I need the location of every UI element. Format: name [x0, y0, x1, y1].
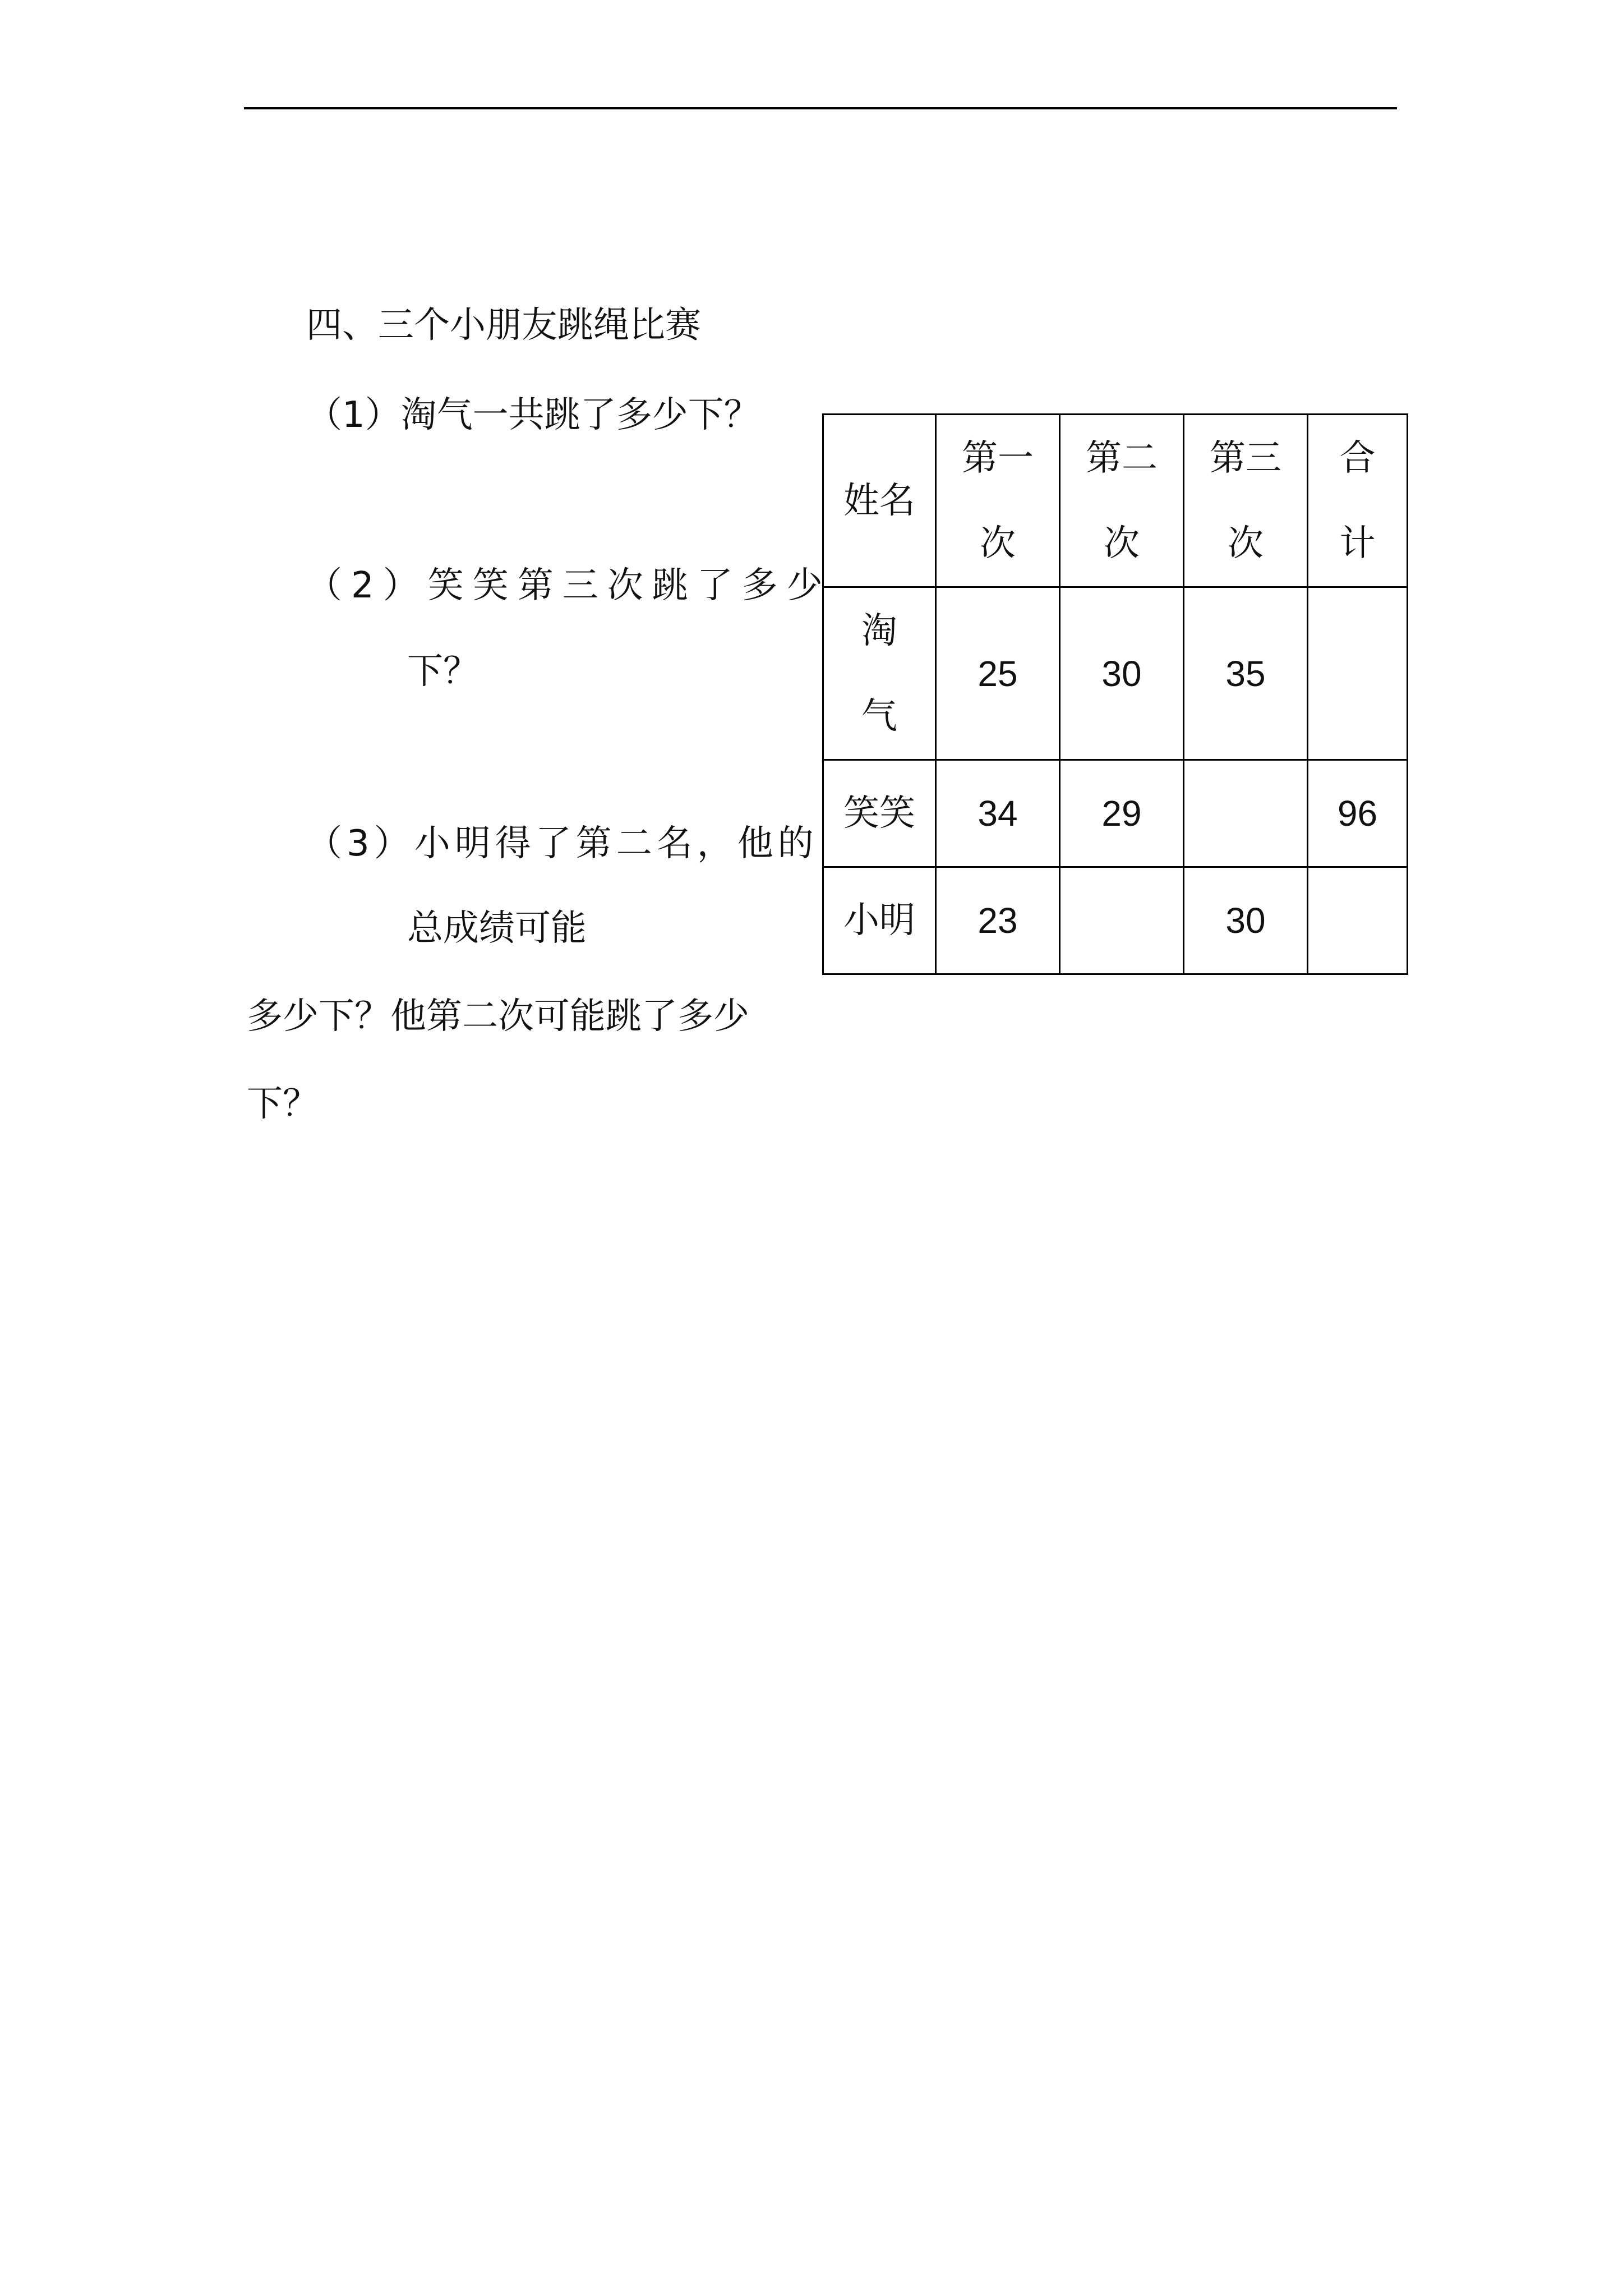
question-1-text: 淘气一共跳了多少下？: [400, 394, 760, 436]
row-total-cell: [1308, 867, 1408, 974]
header-total: 合 计: [1308, 415, 1408, 587]
row-name-cell: 笑笑: [823, 760, 936, 867]
row-second-cell: 30: [1060, 587, 1184, 760]
row-second-cell: 29: [1060, 760, 1184, 867]
question-3-continuation-3: 下？: [247, 1083, 319, 1125]
row-second-cell: [1060, 867, 1184, 974]
question-3-number: （3）: [306, 823, 414, 864]
row-total-cell: [1308, 587, 1408, 760]
table-row: [823, 760, 1408, 867]
row-name-cell: 小明: [823, 867, 936, 974]
table-header-row: [823, 415, 1408, 587]
row-name-cell: 淘 气: [823, 587, 936, 760]
table-row: [823, 867, 1408, 974]
row-third-cell: 35: [1184, 587, 1308, 760]
question-3-text: 小明得了第二名，他的: [414, 823, 818, 864]
question-3-continuation: 总成绩可能: [407, 908, 587, 949]
header-second: 第二 次: [1060, 415, 1184, 587]
question-2-continuation: 下？: [407, 651, 479, 692]
question-1-number: （1）: [306, 394, 401, 436]
question-2-text: 笑笑第三次跳了多少: [427, 565, 832, 606]
row-first-cell: 25: [936, 587, 1060, 760]
row-third-cell: [1184, 760, 1308, 867]
question-3-continuation-2: 多少下？他第二次可能跳了多少: [247, 996, 749, 1037]
header-first: 第一 次: [936, 415, 1060, 587]
row-first-cell: 34: [936, 760, 1060, 867]
row-third-cell: 30: [1184, 867, 1308, 974]
score-table: [822, 413, 1408, 975]
header-name: 姓名: [823, 415, 936, 587]
header-rule: [244, 107, 1397, 109]
row-total-cell: 96: [1308, 760, 1408, 867]
section-title: 四、三个小朋友跳绳比赛: [306, 305, 701, 346]
question-3: [306, 821, 818, 866]
question-1: [306, 393, 760, 438]
question-2-number: （2）: [306, 565, 428, 606]
question-2: [306, 563, 832, 608]
table-row: [823, 587, 1408, 760]
row-first-cell: 23: [936, 867, 1060, 974]
header-third: 第三 次: [1184, 415, 1308, 587]
